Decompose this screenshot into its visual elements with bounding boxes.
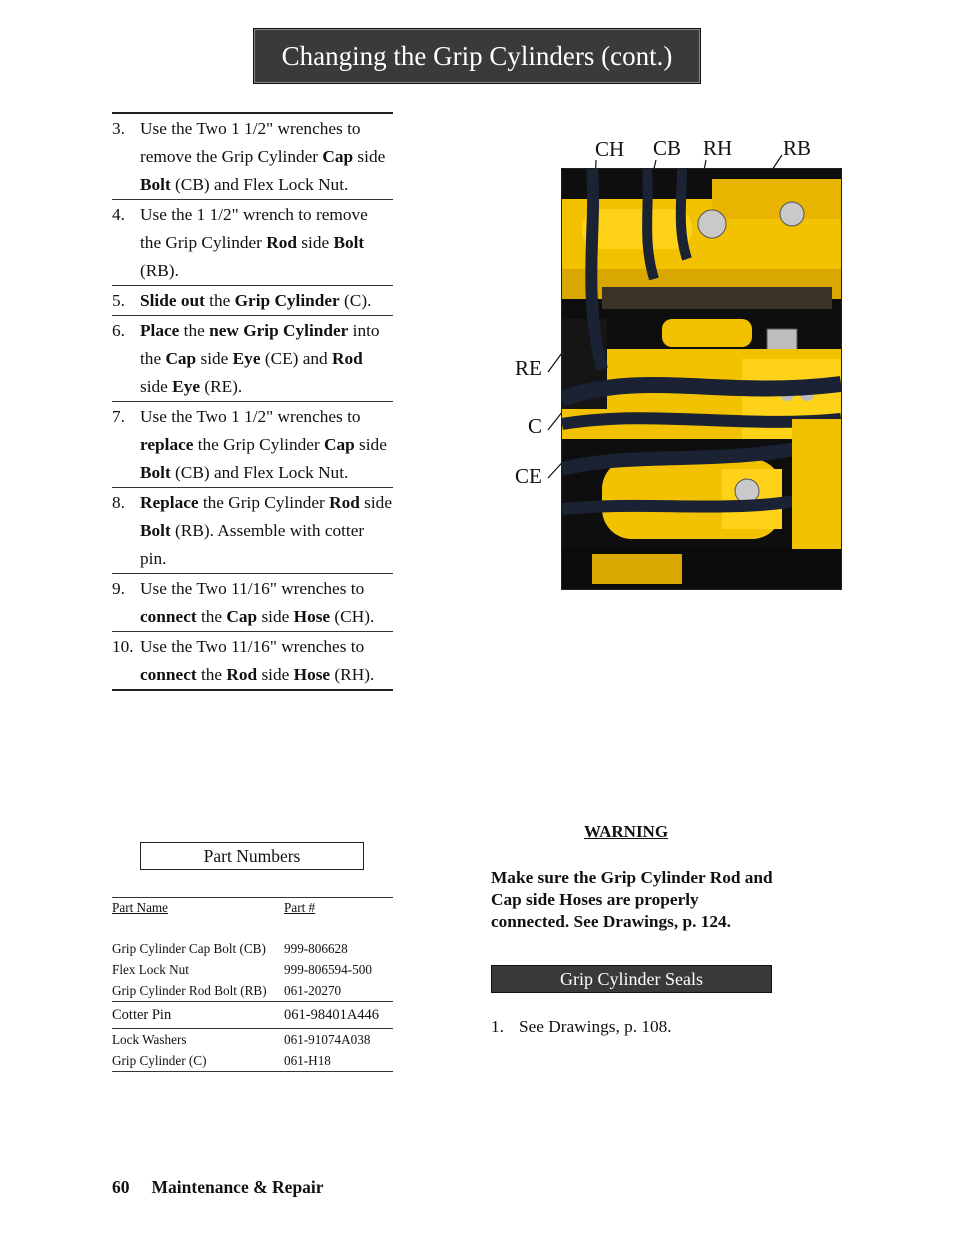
step-text: Slide out the Grip Cylinder (C). (140, 291, 372, 310)
parts-table-header (112, 898, 393, 918)
step-number: 7. (112, 407, 125, 426)
step-text: Use the 1 1/2" wrench to remove the Grip Cylinder Rod side Bolt (RB). (140, 205, 368, 280)
table-row: Lock Washers 061-91074A038 (112, 1028, 393, 1050)
seals-list-item: 1. See Drawings, p. 108. (491, 1017, 672, 1036)
page-number: 60 (112, 1177, 130, 1197)
table-row: Cotter Pin 061-98401A446 (112, 1001, 393, 1028)
step-text: Use the Two 11/16" wrenches to connect the Cap side Hose (CH). (140, 579, 375, 626)
grip-cylinder-photo (561, 168, 842, 590)
label-c: C (528, 414, 543, 438)
step-text: Use the Two 1 1/2" wrenches to remove the Grip Cylinder Cap side Bolt (CB) and Flex Lock Nut. (140, 119, 386, 194)
warning-text: Make sure the Grip Cylinder Rod and Cap side Hoses are properly connected. See Drawings, p. 124. (491, 868, 773, 931)
grip-cylinder-seals-heading: Grip Cylinder Seals (491, 965, 772, 993)
table-row: Grip Cylinder Cap Bolt (CB) 999-806628 (112, 941, 348, 956)
col-part-name: Part Name (112, 900, 169, 915)
step-number: 3. (112, 119, 125, 138)
table-row: Grip Cylinder (C) 061-H18 (112, 1050, 393, 1072)
step-number: 10. (112, 637, 134, 656)
warning-title: WARNING (584, 822, 669, 841)
step-number: 4. (112, 205, 125, 224)
page-title: Changing the Grip Cylinders (cont.) (281, 40, 673, 71)
label-rh: RH (703, 136, 733, 160)
parts-table (112, 897, 393, 1072)
step-text: Place the new Grip Cylinder into the Cap side Eye (CE) and Rod side Eye (RE). (140, 321, 380, 396)
table-row: Flex Lock Nut 999-806594-500 (112, 962, 372, 977)
step-number: 8. (112, 493, 125, 512)
part-numbers-heading: Part Numbers (140, 842, 364, 870)
step-number: 5. (112, 291, 125, 310)
step-text: Replace the Grip Cylinder Rod side Bolt (RB). Assemble with cotter pin. (140, 493, 392, 568)
label-rb: RB (783, 136, 812, 160)
label-ce: CE (515, 464, 542, 488)
table-row: Grip Cylinder Rod Bolt (RB) 061-20270 (112, 983, 342, 998)
step-number: 9. (112, 579, 125, 598)
label-ch: CH (595, 137, 625, 161)
step-text: Use the Two 1 1/2" wrenches to replace the Grip Cylinder Cap side Bolt (CB) and Flex Lock Nut. (140, 407, 387, 482)
step-number: 6. (112, 321, 125, 340)
page-footer (112, 1177, 324, 1198)
section-name: Maintenance & Repair (151, 1177, 324, 1197)
label-cb: CB (653, 136, 682, 160)
step-item (112, 631, 393, 689)
label-re: RE (515, 356, 542, 380)
col-part-number: Part # (284, 900, 316, 915)
step-text: Use the Two 11/16" wrenches to connect the Rod side Hose (RH). (140, 637, 375, 684)
